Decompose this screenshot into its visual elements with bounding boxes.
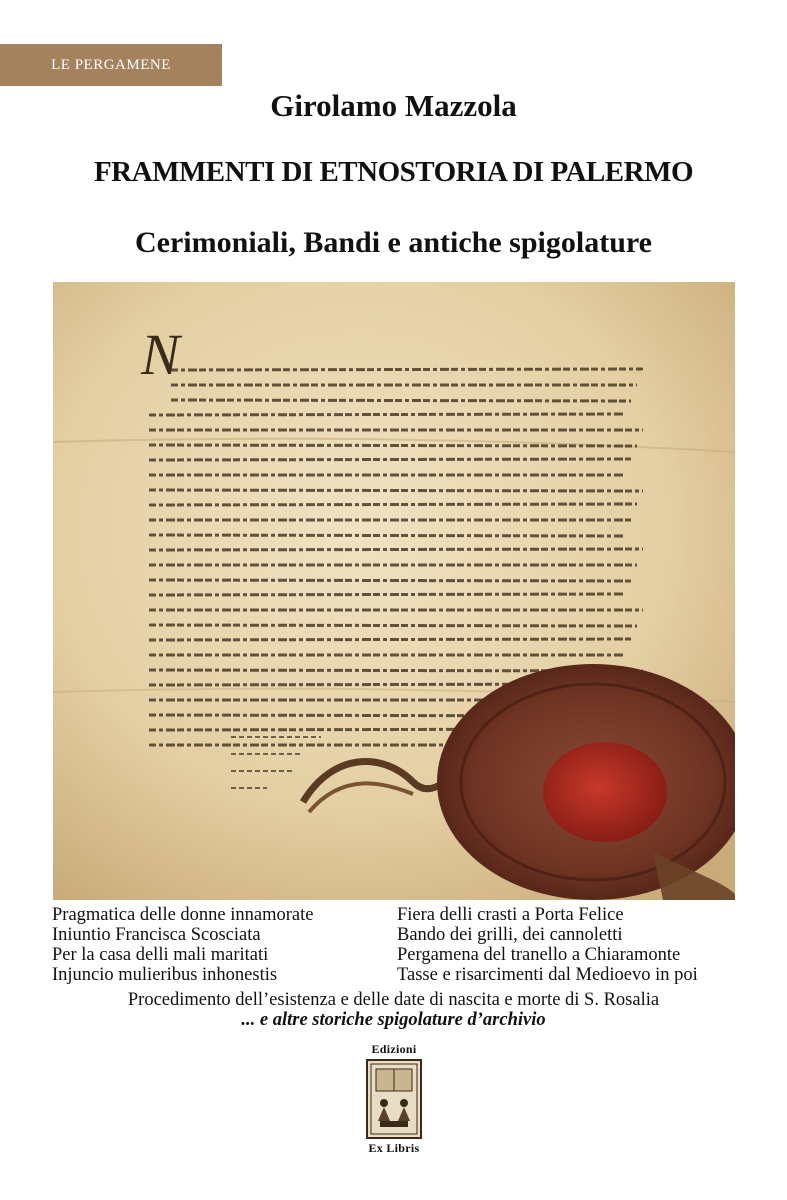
initial-letter: N [141, 322, 180, 387]
contents-item: Fiera delli crasti a Porta Felice [397, 905, 624, 925]
book-title: FRAMMENTI DI ETNOSTORIA DI PALERMO [93, 156, 694, 188]
contents-item: Pergamena del tranello a Chiaramonte [397, 945, 681, 965]
contents-item: Iniuntio Francisca Scosciata [52, 925, 261, 945]
publisher-logo-icon [366, 1059, 422, 1139]
series-label: LE PERGAMENE [51, 56, 171, 73]
procedure-line: Procedimento dell’esistenza e delle date di nascita e morte di S. Rosalia [127, 990, 660, 1010]
series-band [0, 44, 222, 86]
contents-item: Pragmatica delle donne innamorate [52, 905, 314, 925]
contents-right [397, 905, 742, 985]
contents-item: Injuncio mulieribus inhonestis [52, 965, 278, 985]
contents-item: Bando dei grilli, dei cannoletti [397, 925, 623, 945]
contents-list [52, 905, 742, 985]
script-line [149, 504, 637, 505]
publisher-block [360, 1042, 428, 1156]
publisher-bottom: Ex Libris [368, 1141, 420, 1155]
contents-item: Per la casa delli mali maritati [52, 945, 269, 965]
author-name: Girolamo Mazzola [270, 88, 517, 123]
script-line [149, 445, 637, 446]
more-line: ... e altre storiche spigolature d’archivio [241, 1010, 546, 1030]
contents-left [52, 905, 382, 985]
script-line [149, 625, 637, 626]
book-subtitle: Cerimoniali, Bandi e antiche spigolature [135, 226, 652, 259]
parchment-illustration [53, 282, 735, 900]
contents-item: Tasse e risarcimenti dal Medioevo in poi [397, 965, 698, 985]
wax-seal-center [543, 742, 667, 842]
publisher-top: Edizioni [371, 1042, 417, 1056]
